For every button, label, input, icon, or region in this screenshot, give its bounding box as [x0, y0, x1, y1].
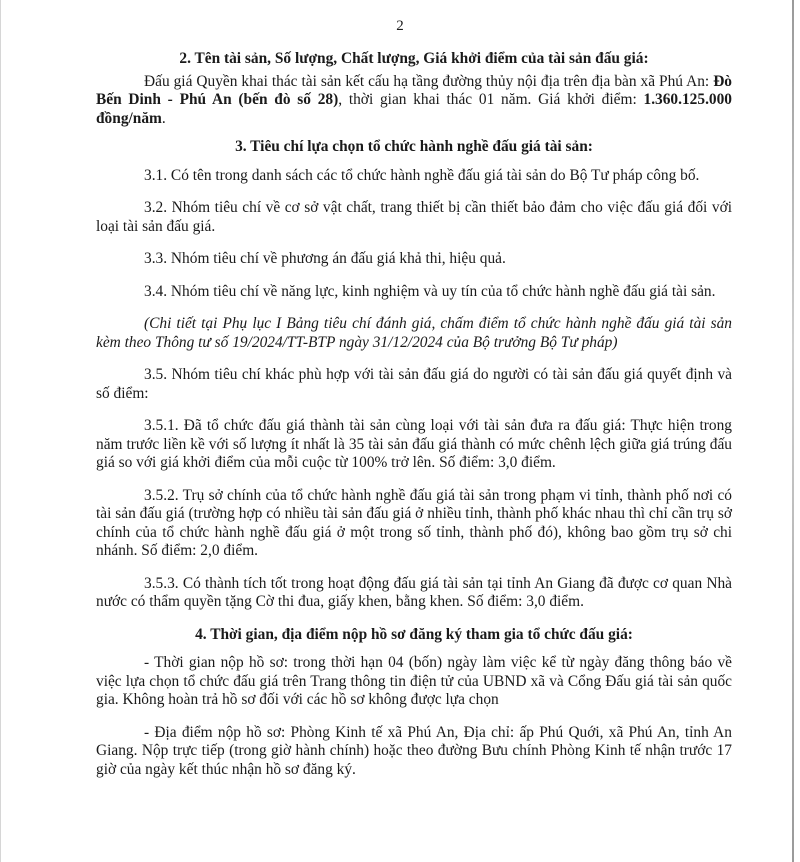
criterion-3-5-3: 3.5.3. Có thành tích tốt trong hoạt động đấu giá tài sản tại tỉnh An Giang đã được cơ quan Nhà nước có thẩm quyền tặng Cờ thi đua, giấy khen, bằng khen. Số điểm: 3,0 điểm.	[96, 574, 732, 610]
document-body	[96, 50, 732, 779]
section-2-paragraph: Đấu giá Quyền khai thác tài sản kết cấu hạ tầng đường thủy nội địa trên địa bàn xã Phú An: Đò Bến Dinh - Phú An (bến đò số 28), thời gian khai thác 01 năm. Giá khởi điểm: 1.360.125.000 đồng/năm.	[96, 72, 732, 127]
criterion-3-2: 3.2. Nhóm tiêu chí về cơ sở vật chất, trang thiết bị cần thiết bảo đảm cho việc đấu giá đối với loại tài sản đấu giá.	[96, 199, 732, 235]
criterion-3-5-1: 3.5.1. Đã tổ chức đấu giá thành tài sản cùng loại với tài sản đưa ra đấu giá: Thực hiện trong năm trước liền kề với số lượng ít nhất là 35 tài sản đấu giá thành có mức chênh lệch giữa giá trúng đấu giá so với giá khởi điểm của mỗi cuộc từ 100% trở lên. Số điểm: 3,0 điểm.	[96, 417, 732, 471]
submission-place: - Địa điểm nộp hồ sơ: Phòng Kinh tế xã Phú An, Địa chỉ: ấp Phú Quới, xã Phú An, tỉnh An Giang. Nộp trực tiếp (trong giờ hành chính) hoặc theo đường Bưu chính Phòng Kinh tế nhận trước 17 giờ của ngày kết thúc nhận hồ sơ đăng ký.	[96, 723, 732, 778]
section-3-heading: 3. Tiêu chí lựa chọn tổ chức hành nghề đấu giá tài sản:	[235, 138, 593, 155]
criterion-3-5: 3.5. Nhóm tiêu chí khác phù hợp với tài sản đấu giá do người có tài sản đấu giá quyết định và số điểm:	[96, 366, 732, 402]
criterion-3-4: 3.4. Nhóm tiêu chí về năng lực, kinh nghiệm và uy tín của tổ chức hành nghề đấu giá tài sản.	[144, 282, 716, 300]
criterion-3-3: 3.3. Nhóm tiêu chí về phương án đấu giá khả thi, hiệu quả.	[144, 250, 506, 267]
criterion-3-1: 3.1. Có tên trong danh sách các tổ chức hành nghề đấu giá tài sản do Bộ Tư pháp công bố.	[144, 166, 700, 184]
scan-edge-left	[0, 0, 1, 862]
criterion-3-5-2: 3.5.2. Trụ sở chính của tổ chức hành nghề đấu giá tài sản trong phạm vi tỉnh, thành phố nơi có tài sản đấu giá (trường hợp có nhiều tài sản đấu giá ở nhiều tỉnh, thành phố khác nhau thì chỉ cần trụ sở chính của tổ chức hành nghề đấu giá ở một trong số tỉnh, thành phố đó), không bao gồm trụ sở chi nhánh. Số điểm: 2,0 điểm.	[96, 486, 732, 559]
starting-price: 1.360.125.000 đồng/năm	[96, 91, 732, 127]
asset-description: Đấu giá Quyền khai thác tài sản kết cấu hạ tầng đường thủy nội địa trên địa bàn xã Phú An:	[144, 72, 714, 90]
scan-edge-right	[792, 0, 794, 862]
criteria-note: (Chi tiết tại Phụ lục I Bảng tiêu chí đánh giá, chấm điểm tổ chức hành nghề đấu giá tài sản kèm theo Thông tư số 19/2024/TT-BTP ngày 31/12/2024 của Bộ trưởng Bộ Tư pháp)	[96, 315, 732, 351]
section-2-heading: 2. Tên tài sản, Số lượng, Chất lượng, Giá khởi điểm của tài sản đấu giá:	[179, 50, 649, 67]
page-number: 2	[396, 18, 404, 34]
section-4-heading: 4. Thời gian, địa điểm nộp hồ sơ đăng ký tham gia tổ chức đấu giá:	[195, 625, 633, 643]
asset-term: , thời gian khai thác 01 năm. Giá khởi điểm:	[338, 91, 644, 108]
submission-time: - Thời gian nộp hồ sơ: trong thời hạn 04 (bốn) ngày làm việc kể từ ngày đăng thông báo về việc lựa chọn tổ chức đấu giá trên Trang thông tin điện tử của UBND xã và Cổng Đấu giá tài sản quốc gia. Không hoàn trả hồ sơ đối với các hồ sơ không được lựa chọn	[96, 654, 732, 708]
asset-name: Đò Bến Dinh - Phú An (bến đò số 28)	[96, 72, 732, 108]
